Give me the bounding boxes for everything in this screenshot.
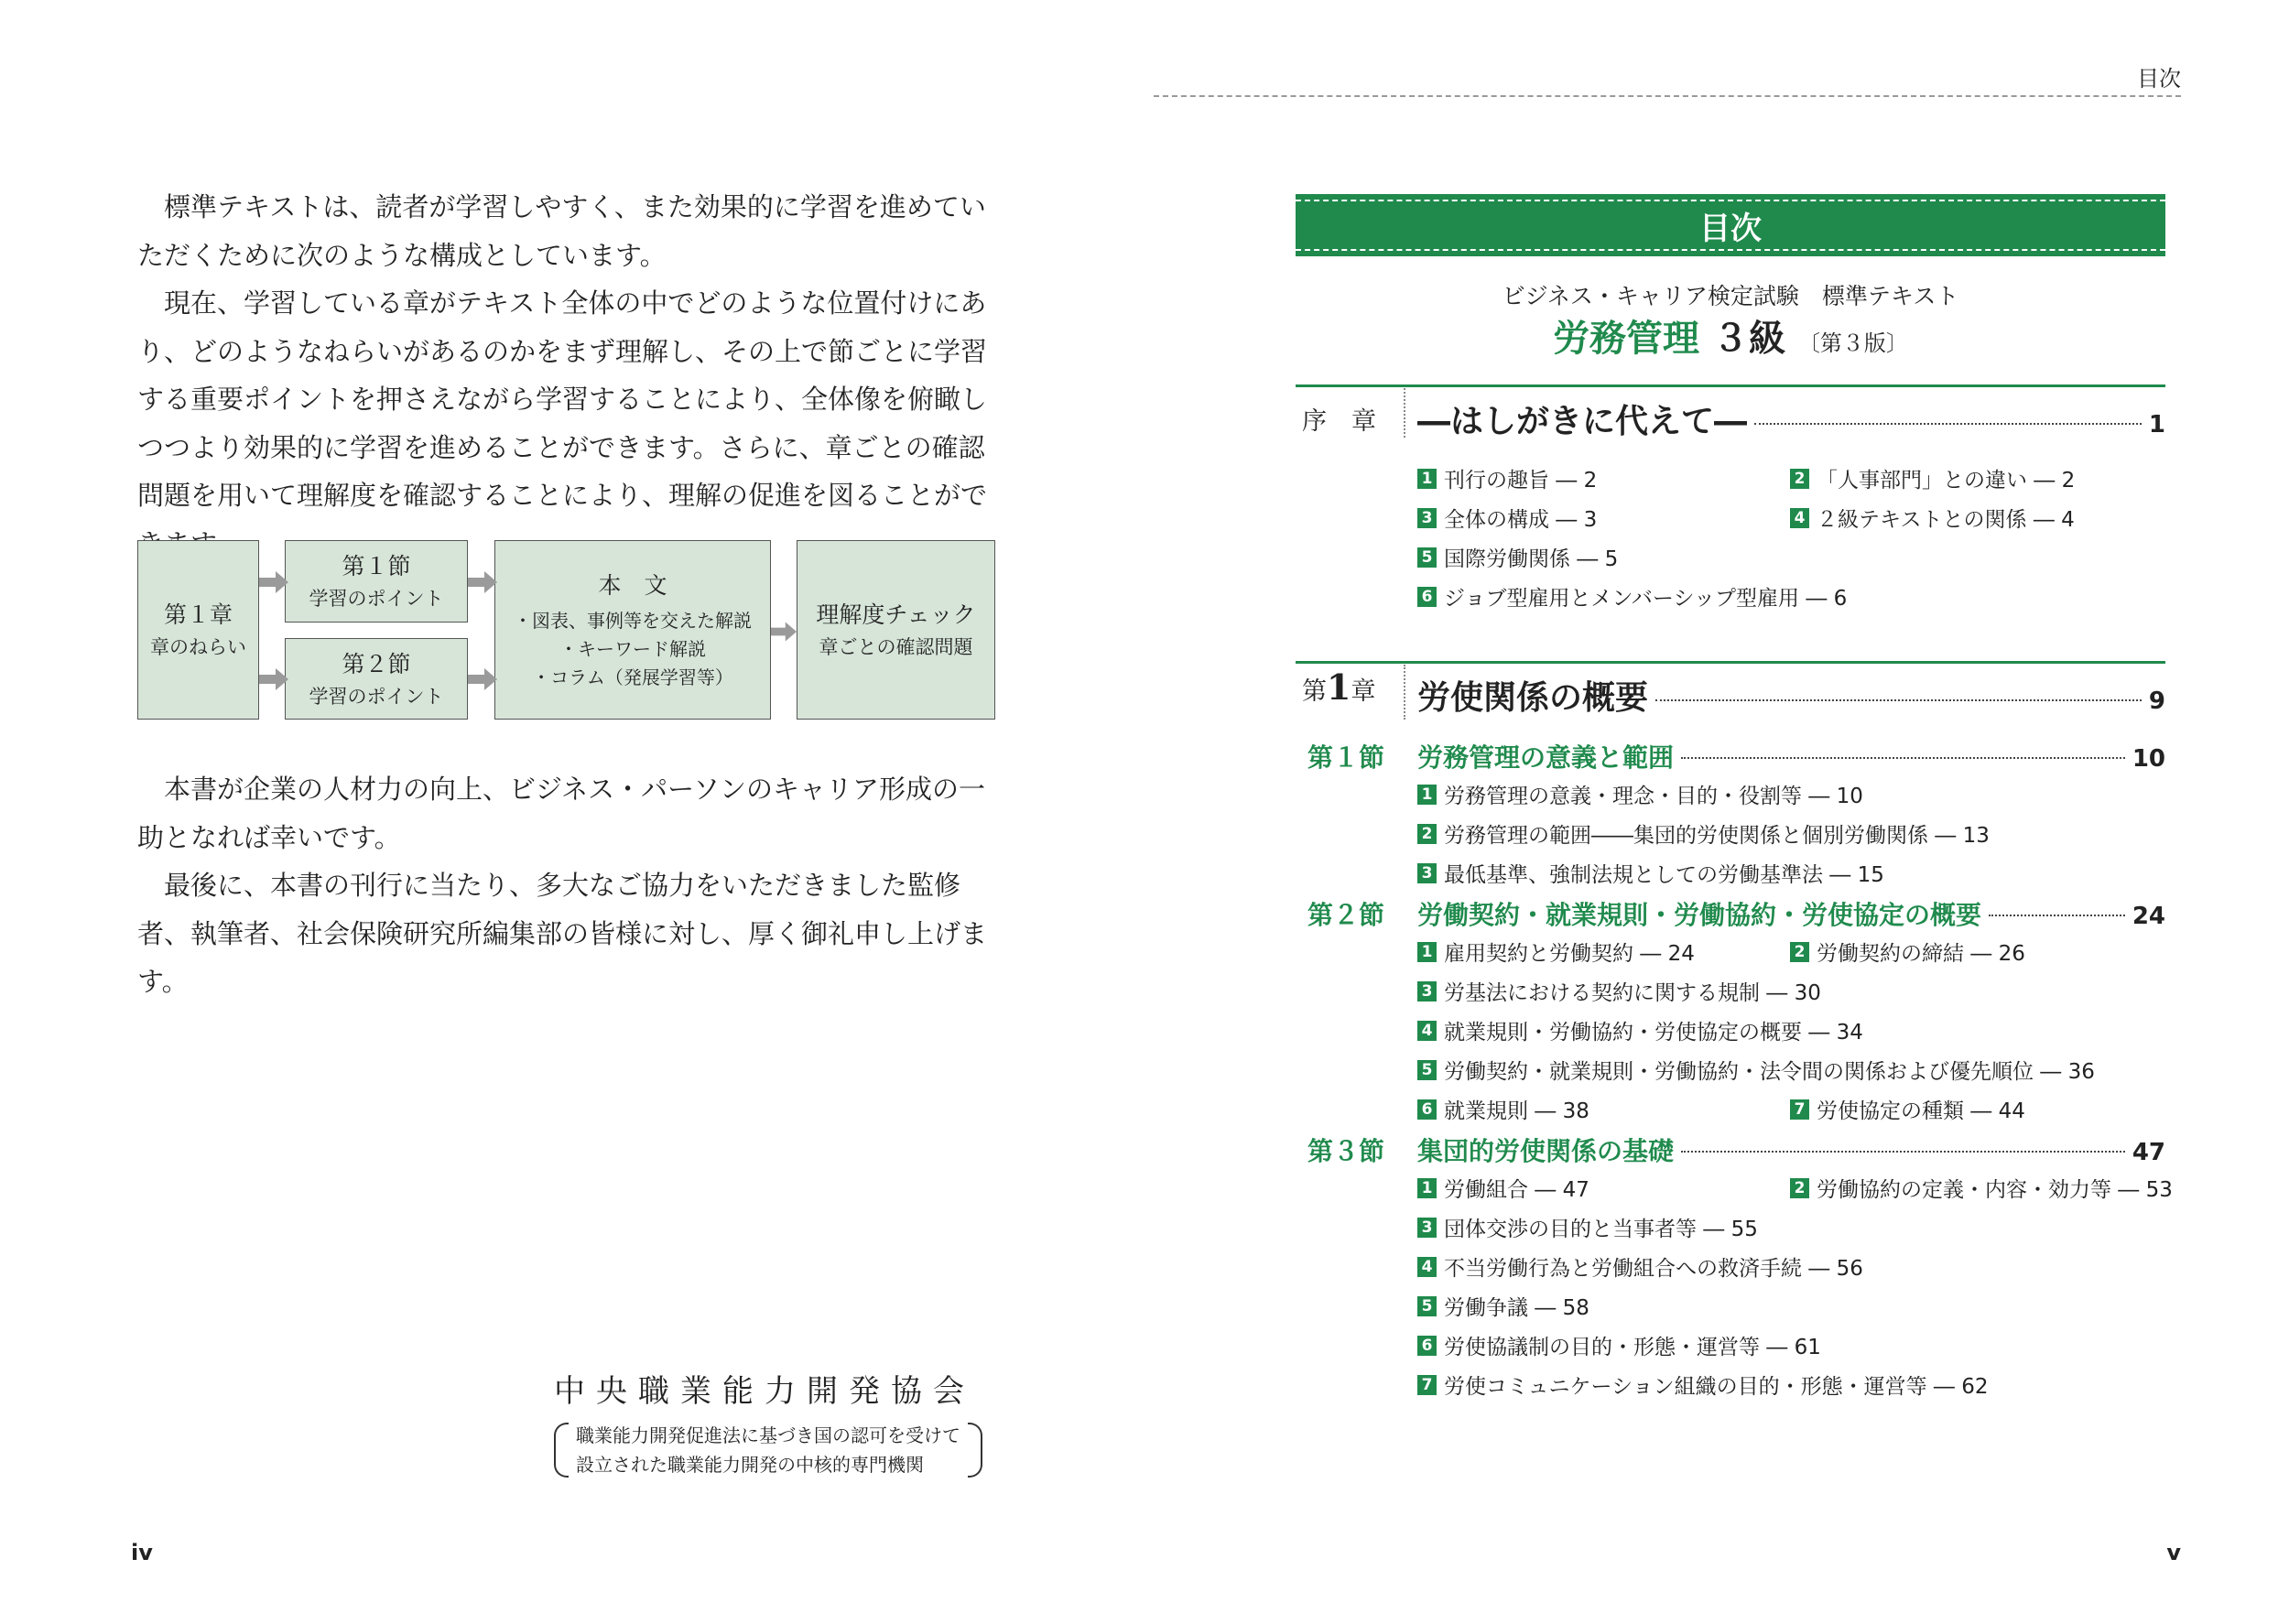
toc-item[interactable] (1417, 818, 1990, 849)
section2-page: 24 (2132, 903, 2165, 930)
section3-label: 第３節 (1307, 1136, 1385, 1166)
flow-section2-sub: 学習のポイント (309, 685, 444, 708)
item-text: 労働組合 ― 47 (1444, 1178, 1589, 1202)
toc-item[interactable] (1417, 463, 1597, 493)
toc-item[interactable] (1790, 1094, 2025, 1124)
flow-check-sub: 章ごとの確認問題 (819, 636, 973, 658)
item-text: 労働契約の締結 ― 26 (1817, 942, 2025, 966)
section2-title: 労働契約・就業規則・労働協約・労使協定の概要 (1417, 900, 1982, 930)
item-text: 最低基準、強制法規としての労働基準法 ― 15 (1444, 863, 1884, 887)
item-text: 就業規則 ― 38 (1444, 1099, 1589, 1123)
chapter-divider (1404, 665, 1405, 720)
item-text: 雇用契約と労働契約 ― 24 (1444, 942, 1695, 966)
toc-item[interactable] (1417, 542, 1618, 572)
toc-item[interactable] (1417, 1330, 1821, 1360)
preface-rule (1296, 384, 2165, 387)
flow-chapter-title: 第１章 (163, 601, 233, 628)
item-number-badge: 6 (1417, 1099, 1437, 1120)
toc-banner: 目次 (1296, 194, 2165, 256)
item-text: 労働争議 ― 58 (1444, 1296, 1589, 1320)
outro-paragraph-2: 最後に、本書の刊行に当たり、多大なご協力をいただきました監修者、執筆者、社会保険研究所編集部の皆様に対し、厚く御礼申し上げます。 (137, 870, 988, 997)
item-number-badge: 7 (1790, 1099, 1809, 1120)
item-number-badge: 3 (1417, 981, 1437, 1001)
item-number-badge: 5 (1417, 1296, 1437, 1316)
intro-paragraph-2: 現在、学習している章がテキスト全体の中でどのような位置付けにあり、どのようなねらいがあるのかをまず理解し、その上で節ごとに学習する重要ポイントを押さえながら学習することにより、全体像を俯瞰しつつより効果的に学習を進めることができます。さらに、章ごとの確認問題を用いて理解度を確認することにより、理解の促進を図ることがで (137, 287, 988, 511)
toc-item[interactable] (1417, 1015, 1863, 1045)
organization-desc-line: 職業能力開発促進法に基づき国の認可を受けて (576, 1424, 960, 1446)
item-number-badge: 5 (1417, 547, 1437, 568)
running-head: 目次 (2137, 66, 2181, 92)
section3-page: 47 (2132, 1139, 2165, 1166)
flow-section1-sub: 学習のポイント (309, 588, 444, 610)
item-number-badge: 1 (1417, 785, 1437, 805)
item-text: 不当労働行為と労働組合への救済手続 ― 56 (1444, 1257, 1863, 1281)
arrow-right-icon (259, 668, 288, 690)
item-text: ２級テキストとの関係 ― 4 (1817, 508, 2075, 532)
section2-label: 第２節 (1307, 900, 1385, 930)
flow-section1-title: 第１節 (342, 553, 411, 579)
toc-entry-chapter1[interactable] (1417, 672, 2165, 719)
item-number-badge: 1 (1417, 1178, 1437, 1198)
toc-item[interactable] (1417, 1173, 1589, 1203)
toc-item[interactable] (1790, 1173, 2173, 1203)
preface-page: 1 (2148, 411, 2165, 438)
outro-paragraph-1: 本書が企業の人材力の向上、ビジネス・パーソンのキャリア形成の一助となれば幸いです。 (137, 774, 985, 853)
flow-chapter-box (137, 540, 259, 720)
item-text: 労務管理の範囲――集団的労使関係と個別労働関係 ― 13 (1444, 824, 1990, 848)
item-number-badge: 2 (1790, 942, 1809, 962)
toc-entry-section1[interactable] (1417, 738, 2165, 774)
flow-body-item: ・コラム（発展学習等） (532, 666, 733, 688)
book-series: ビジネス・キャリア検定試験 標準テキスト (1502, 283, 1959, 309)
toc-entry-preface[interactable] (1417, 395, 2165, 442)
flow-body-title: 本 文 (598, 571, 667, 599)
item-number-badge: 2 (1790, 469, 1809, 489)
preface-title: ―はしがきに代えて― (1417, 403, 1748, 440)
section3-title: 集団的労使関係の基礎 (1417, 1136, 1675, 1166)
item-number-badge: 7 (1417, 1375, 1437, 1395)
item-number-badge: 3 (1417, 863, 1437, 883)
flow-body-item: ・図表、事例等を交えた解説 (514, 609, 752, 632)
flow-section2-title: 第２節 (342, 650, 411, 677)
dot-leader (1681, 1151, 2125, 1153)
toc-item[interactable] (1417, 1055, 2095, 1085)
chapter-divider (1404, 388, 1405, 438)
section1-title: 労務管理の意義と範囲 (1417, 742, 1675, 773)
intro-text (137, 183, 1007, 568)
chapter-label-number: 1 (1327, 666, 1351, 708)
toc-item[interactable] (1417, 779, 1863, 809)
item-number-badge: 6 (1417, 1336, 1437, 1356)
item-text: 労使コミュニケーション組織の目的・形態・運営等 ― 62 (1444, 1375, 1989, 1399)
toc-item[interactable] (1417, 937, 1695, 967)
flow-section2-box (285, 638, 468, 720)
page-number-left: iv (131, 1540, 153, 1565)
dot-leader (1681, 757, 2125, 759)
book-title-edition: 〔第３版〕 (1797, 330, 1908, 356)
toc-item[interactable] (1790, 937, 2025, 967)
item-number-badge: 2 (1790, 1178, 1809, 1198)
item-text: 刊行の趣旨 ― 2 (1444, 469, 1598, 493)
arrow-right-icon (771, 621, 797, 643)
toc-entry-section3[interactable] (1417, 1131, 2165, 1168)
toc-item[interactable] (1417, 1291, 1589, 1321)
flow-body-item: ・キーワード解説 (559, 637, 706, 660)
item-number-badge: 1 (1417, 942, 1437, 962)
flow-check-box (797, 540, 995, 720)
toc-item[interactable] (1790, 503, 2075, 533)
toc-item[interactable] (1417, 976, 1821, 1006)
flow-check-title: 理解度チェック (816, 601, 976, 628)
toc-entry-section2[interactable] (1417, 895, 2165, 932)
organization-desc-line: 設立された職業能力開発の中核的専門機関 (576, 1454, 924, 1476)
toc-item[interactable] (1417, 503, 1597, 533)
chapter-label-pre: 第 (1302, 677, 1327, 706)
arrow-right-icon (259, 571, 288, 593)
toc-item[interactable] (1417, 1094, 1589, 1124)
item-text: 就業規則・労働協約・労使協定の概要 ― 34 (1444, 1021, 1863, 1045)
item-number-badge: 5 (1417, 1060, 1437, 1080)
chapter1-rule (1296, 661, 2165, 664)
item-text: 団体交渉の目的と当事者等 ― 55 (1444, 1218, 1758, 1241)
book-title-grade: ３級 (1712, 318, 1785, 360)
item-text: 労使協定の種類 ― 44 (1817, 1099, 2025, 1123)
outro-text (137, 765, 1007, 1006)
item-number-badge: 1 (1417, 469, 1437, 489)
item-text: 労働契約・就業規則・労働協約・法令間の関係および優先順位 ― 36 (1444, 1060, 2095, 1084)
toc-item[interactable] (1417, 581, 1847, 612)
item-text: 全体の構成 ― 3 (1444, 508, 1598, 532)
book-title-main: 労務管理 (1553, 318, 1700, 360)
chapter-label-post: 章 (1351, 677, 1376, 706)
arrow-right-icon (468, 668, 497, 690)
organization-description (554, 1421, 982, 1479)
section1-label: 第１節 (1307, 742, 1385, 773)
dot-leader (1655, 699, 2142, 701)
item-text: 労務管理の意義・理念・目的・役割等 ― 10 (1444, 785, 1863, 808)
item-number-badge: 3 (1417, 508, 1437, 528)
item-number-badge: 6 (1417, 587, 1437, 607)
flow-body-box (494, 540, 771, 720)
item-number-badge: 2 (1417, 824, 1437, 844)
organization-name: 中央職業能力開発協会 (554, 1373, 975, 1410)
item-text: 「人事部門」との違い ― 2 (1817, 469, 2076, 493)
chapter1-label (1302, 666, 1401, 708)
intro-paragraph-1: 標準テキストは、読者が学習しやすく、また効果的に学習を進めていただくために次のような構成としています。 (137, 191, 986, 271)
page-number-right: v (2166, 1540, 2181, 1565)
preface-label: 序 章 (1302, 407, 1376, 436)
toc-item[interactable] (1417, 1370, 1989, 1400)
chapter1-title: 労使関係の概要 (1417, 679, 1649, 717)
item-text: ジョブ型雇用とメンバーシップ型雇用 ― 6 (1444, 587, 1848, 611)
chapter1-page: 9 (2148, 687, 2165, 715)
item-number-badge: 4 (1417, 1021, 1437, 1041)
toc-item[interactable] (1417, 1251, 1863, 1282)
dot-leader (1754, 423, 2142, 425)
flow-section1-box (285, 540, 468, 623)
header-dashed-rule (1154, 95, 2181, 97)
item-text: 国際労働関係 ― 5 (1444, 547, 1619, 571)
toc-item[interactable] (1417, 1212, 1758, 1242)
toc-item[interactable] (1417, 858, 1884, 888)
item-number-badge: 4 (1417, 1257, 1437, 1277)
item-number-badge: 3 (1417, 1218, 1437, 1238)
section1-page: 10 (2132, 745, 2165, 773)
item-number-badge: 4 (1790, 508, 1809, 528)
toc-item[interactable] (1790, 463, 2075, 493)
arrow-right-icon (468, 571, 497, 593)
item-text: 労働協約の定義・内容・効力等 ― 53 (1817, 1178, 2173, 1202)
item-text: 労基法における契約に関する規制 ― 30 (1444, 981, 1821, 1005)
dot-leader (1989, 915, 2125, 916)
item-text: 労使協議制の目的・形態・運営等 ― 61 (1444, 1336, 1821, 1359)
flow-chapter-sub: 章のねらい (150, 636, 246, 658)
book-title (1296, 309, 2165, 362)
